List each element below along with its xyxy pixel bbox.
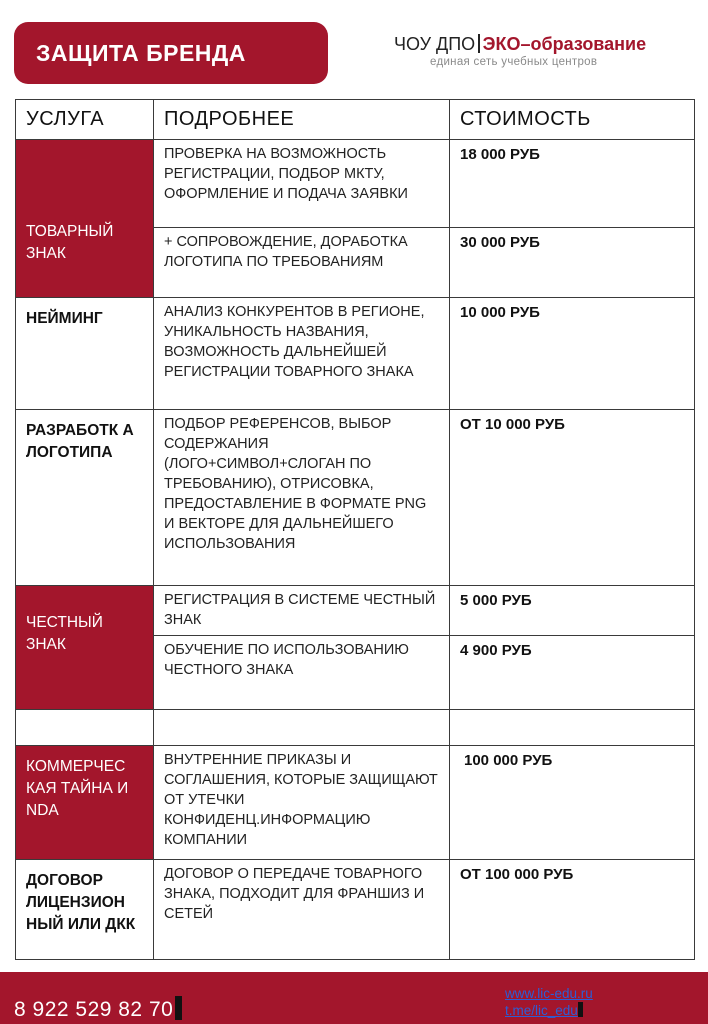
- table-row: [16, 298, 695, 410]
- footer-links: [505, 985, 593, 1019]
- brand-tagline: единая сеть учебных центров: [430, 56, 598, 68]
- brand-org: ЧОУ ДПО: [394, 34, 476, 54]
- empty-cell: [16, 710, 154, 746]
- brand-divider: [478, 34, 480, 53]
- site-link[interactable]: www.lic-edu.ru: [505, 986, 593, 1001]
- detail-cell: + СОПРОВОЖДЕНИЕ, ДОРАБОТКА ЛОГОТИПА ПО ТРЕБОВАНИЯМ: [154, 228, 450, 298]
- service-license: ДОГОВОР ЛИЦЕНЗИОН НЫЙ ИЛИ ДКК: [16, 860, 154, 960]
- cost-cell: ОТ 100 000 РУБ: [450, 860, 695, 960]
- table-row: [16, 860, 695, 960]
- cost-cell: 4 900 РУБ: [450, 636, 695, 710]
- header-details: ПОДРОБНЕЕ: [154, 100, 450, 140]
- service-logo: РАЗРАБОТК А ЛОГОТИПА: [16, 410, 154, 586]
- table-row: [16, 410, 695, 586]
- cost-cell: 10 000 РУБ: [450, 298, 695, 410]
- service-trade-secret: КОММЕРЧЕС КАЯ ТАЙНА И NDA: [16, 746, 154, 860]
- service-trademark: ТОВАРНЫЙ ЗНАК: [16, 140, 154, 298]
- cost-cell: 5 000 РУБ: [450, 586, 695, 636]
- page-title: ЗАЩИТА БРЕНДА: [14, 22, 328, 84]
- telegram-link[interactable]: t.me/lic_edu: [505, 1002, 593, 1019]
- cost-cell: 30 000 РУБ: [450, 228, 695, 298]
- empty-cell: [154, 710, 450, 746]
- header-service: УСЛУГА: [16, 100, 154, 140]
- cost-cell: 18 000 РУБ: [450, 140, 695, 228]
- detail-cell: ПРОВЕРКА НА ВОЗМОЖНОСТЬ РЕГИСТРАЦИИ, ПОДБОР МКТУ, ОФОРМЛЕНИЕ И ПОДАЧА ЗАЯВКИ: [154, 140, 450, 228]
- detail-cell: ДОГОВОР О ПЕРЕДАЧЕ ТОВАРНОГО ЗНАКА, ПОДХОДИТ ДЛЯ ФРАНШИЗ И СЕТЕЙ: [154, 860, 450, 960]
- detail-cell: РЕГИСТРАЦИЯ В СИСТЕМЕ ЧЕСТНЫЙ ЗНАК: [154, 586, 450, 636]
- text-cursor-bar: [578, 1002, 583, 1017]
- brand-name: ЭКО–образование: [482, 34, 647, 54]
- detail-cell: АНАЛИЗ КОНКУРЕНТОВ В РЕГИОНЕ, УНИКАЛЬНОСТЬ НАЗВАНИЯ, ВОЗМОЖНОСТЬ ДАЛЬНЕЙШЕЙ РЕГИСТРАЦИИ ТОВАРНОГО ЗНАКА: [154, 298, 450, 410]
- table-row: [16, 586, 695, 636]
- detail-cell: ВНУТРЕННИЕ ПРИКАЗЫ И СОГЛАШЕНИЯ, КОТОРЫЕ ЗАЩИЩАЮТ ОТ УТЕЧКИ КОНФИДЕНЦ.ИНФОРМАЦИЮ КОМПАНИИ: [154, 746, 450, 860]
- brand-logo: [394, 34, 694, 68]
- empty-cell: [450, 710, 695, 746]
- cost-cell: 100 000 РУБ: [450, 746, 695, 860]
- header-cost: СТОИМОСТЬ: [450, 100, 695, 140]
- table-row: [16, 746, 695, 860]
- text-cursor-bar: [175, 996, 182, 1020]
- detail-cell: ПОДБОР РЕФЕРЕНСОВ, ВЫБОР СОДЕРЖАНИЯ (ЛОГО+СИМВОЛ+СЛОГАН ПО ТРЕБОВАНИЮ), ОТРИСОВКА, ПРЕДОСТАВЛЕНИЕ В ФОРМАТЕ PNG И ВЕКТОРЕ ДЛЯ ДАЛЬНЕЙШЕГО ИСПОЛЬЗОВАНИЯ: [154, 410, 450, 586]
- price-table: [15, 99, 695, 960]
- table-header-row: [16, 100, 695, 140]
- service-naming: НЕЙМИНГ: [16, 298, 154, 410]
- table-row: [16, 140, 695, 228]
- detail-cell: ОБУЧЕНИЕ ПО ИСПОЛЬЗОВАНИЮ ЧЕСТНОГО ЗНАКА: [154, 636, 450, 710]
- cost-cell: ОТ 10 000 РУБ: [450, 410, 695, 586]
- phone-number: 8 922 529 82 70: [14, 996, 182, 1022]
- table-row-empty: [16, 710, 695, 746]
- service-honest-mark: ЧЕСТНЫЙ ЗНАК: [16, 586, 154, 710]
